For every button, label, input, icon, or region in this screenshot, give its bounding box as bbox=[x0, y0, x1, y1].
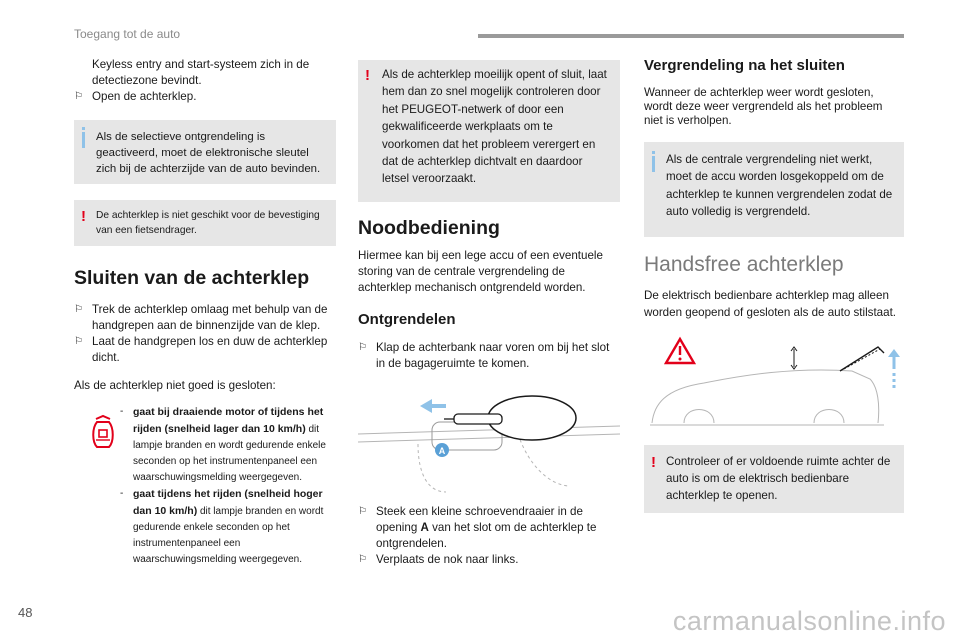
intro-line-1: Keyless entry and start-systeem zich in de bbox=[92, 58, 310, 71]
lamp-condition-low-speed: - gaat bij draaiende motor of tijdens het rijden (snelheid lager dan 10 km/h) dit lampje branden en wordt gedurende enkele seconden op het instrumentenpaneel een waarschuwingsmelding weergegeven. bbox=[120, 406, 326, 483]
heading-handsfree-tailgate: Handsfree achterklep bbox=[644, 253, 844, 276]
bullet-flag-icon: ⚐ bbox=[74, 304, 83, 315]
open-tailgate-text: Open de achterklep. bbox=[92, 90, 197, 103]
car-rear-illustration bbox=[644, 335, 904, 435]
info-icon bbox=[82, 132, 85, 148]
info-icon bbox=[652, 156, 655, 172]
page-header-bar bbox=[478, 34, 904, 38]
unlock-step-2-text-pre: Steek een kleine schroevendraaier in de opening bbox=[376, 505, 583, 534]
locking-text: Wanneer de achterklep weer wordt gesloten, wordt deze weer vergrendeld als het probleem niet is verholpen. bbox=[644, 86, 883, 127]
close-step-1-text: Trek de achterklep omlaag met behulp van de handgrepen aan de binnenzijde van de klep. bbox=[92, 303, 328, 332]
info-box-central-locking bbox=[644, 142, 904, 237]
lamp-condition-1-text: dit lampje branden en wordt gedurende enkele seconden op het instrumentenpaneel een waarschuwingsmelding weergegeven. bbox=[133, 424, 326, 483]
column-middle bbox=[358, 60, 620, 568]
warning-icon: ! bbox=[651, 454, 656, 471]
column-left bbox=[74, 57, 336, 568]
heading-closing-tailgate: Sluiten van de achterklep bbox=[74, 267, 310, 289]
heading-unlock: Ontgrendelen bbox=[358, 311, 456, 328]
unlock-step-2-text-post: van het slot om de achterklep te ontgrendelen. bbox=[376, 521, 597, 550]
page-header-title: Toegang tot de auto bbox=[74, 27, 181, 41]
open-tailgate-step bbox=[74, 89, 336, 105]
page-number: 48 bbox=[18, 605, 33, 620]
lamp-condition-2-text: dit lampje branden en wordt gedurende enkele seconden op het instrumentenpaneel een waarschuwingsmelding weergegeven. bbox=[133, 506, 324, 565]
unlock-step-1 bbox=[358, 340, 620, 372]
bullet-flag-icon: ⚐ bbox=[74, 91, 83, 102]
warning-box-space-check bbox=[644, 445, 904, 513]
unlock-step-2-opening-label: A bbox=[420, 521, 429, 534]
warning-box-hard-to-open bbox=[358, 60, 620, 202]
not-closed-text: Als de achterklep niet goed is gesloten: bbox=[74, 379, 276, 392]
warning-icon: ! bbox=[365, 67, 370, 84]
heading-locking-after-closing: Vergrendeling na het sluiten bbox=[644, 57, 845, 74]
unlock-step-3-text: Verplaats de nok naar links. bbox=[376, 553, 519, 566]
bullet-flag-icon: ⚐ bbox=[358, 554, 367, 565]
tailgate-open-lamp-icon bbox=[88, 414, 118, 450]
warning-box-text: De achterklep is niet geschikt voor de bevestiging van een fietsendrager. bbox=[96, 210, 320, 236]
lamp-condition-1-bold: gaat bij draaiende motor of tijdens het rijden (snelheid lager dan 10 km/h) bbox=[133, 406, 324, 435]
unlock-step-3 bbox=[358, 552, 620, 568]
unlock-step-1-text: Klap de achterbank naar voren om bij het slot in de bagageruimte te komen. bbox=[376, 341, 610, 370]
heading-emergency-control: Noodbediening bbox=[358, 217, 500, 239]
intro-text bbox=[74, 57, 336, 89]
handsfree-text: De elektrisch bedienbare achterklep mag alleen worden geopend of gesloten als de auto stilstaat. bbox=[644, 289, 897, 319]
emergency-intro: Hiermee kan bij een lege accu of een eventuele storing van de centrale vergrendeling de achterklep mechanisch ontgrendeld worden. bbox=[358, 249, 603, 294]
bullet-flag-icon: ⚐ bbox=[74, 336, 83, 347]
warning-box-text: Controleer of er voldoende ruimte achter de auto is om de elektrisch bedienbare achterklep te openen. bbox=[666, 455, 891, 502]
info-box-text: Als de centrale vergrendeling niet werkt, moet de accu worden losgekoppeld om de achterklep te kunnen vergrendelen zodat de auto volledig is vergrendeld. bbox=[666, 153, 893, 219]
bullet-flag-icon: ⚐ bbox=[358, 506, 367, 517]
warning-icon: ! bbox=[81, 208, 86, 225]
close-step-2 bbox=[74, 334, 336, 366]
warning-box-text: Als de achterklep moeilijk opent of sluit, laat hem dan zo snel mogelijk controleren door het PEUGEOT-netwerk of door een gekwalificeerde werkplaats om te voorkomen dat het probleem verergert en dat de achterklep dichtvalt en daardoor letsel veroorzaakt. bbox=[382, 68, 607, 186]
warning-box-bike-rack bbox=[74, 200, 336, 246]
unlock-step-2 bbox=[358, 504, 620, 552]
column-right bbox=[644, 58, 904, 513]
info-box-selective-unlock bbox=[74, 120, 336, 184]
figure-label-a: A bbox=[438, 446, 446, 456]
lock-illustration bbox=[358, 374, 620, 494]
info-box-text: Als de selectieve ontgrendeling is geactiveerd, moet de elektronische sleutel zich bij de achterzijde van de auto bevinden. bbox=[96, 131, 321, 175]
warning-lamp-section bbox=[74, 404, 336, 568]
watermark: carmanualsonline.info bbox=[672, 606, 946, 636]
close-step-2-text: Laat de handgrepen los en duw de achterklep dicht. bbox=[92, 335, 328, 364]
lamp-condition-2-bold: gaat tijdens het rijden (snelheid hoger dan 10 km/h) bbox=[133, 488, 323, 517]
bullet-flag-icon: ⚐ bbox=[358, 342, 367, 353]
intro-line-2: detectiezone bevindt. bbox=[92, 74, 202, 87]
lamp-condition-high-speed: - gaat tijdens het rijden (snelheid hoger dan 10 km/h) dit lampje branden en wordt gedurende enkele seconden op het instrumentenpaneel een waarschuwingsmelding weergegeven. bbox=[120, 488, 324, 565]
close-step-1 bbox=[74, 302, 336, 334]
